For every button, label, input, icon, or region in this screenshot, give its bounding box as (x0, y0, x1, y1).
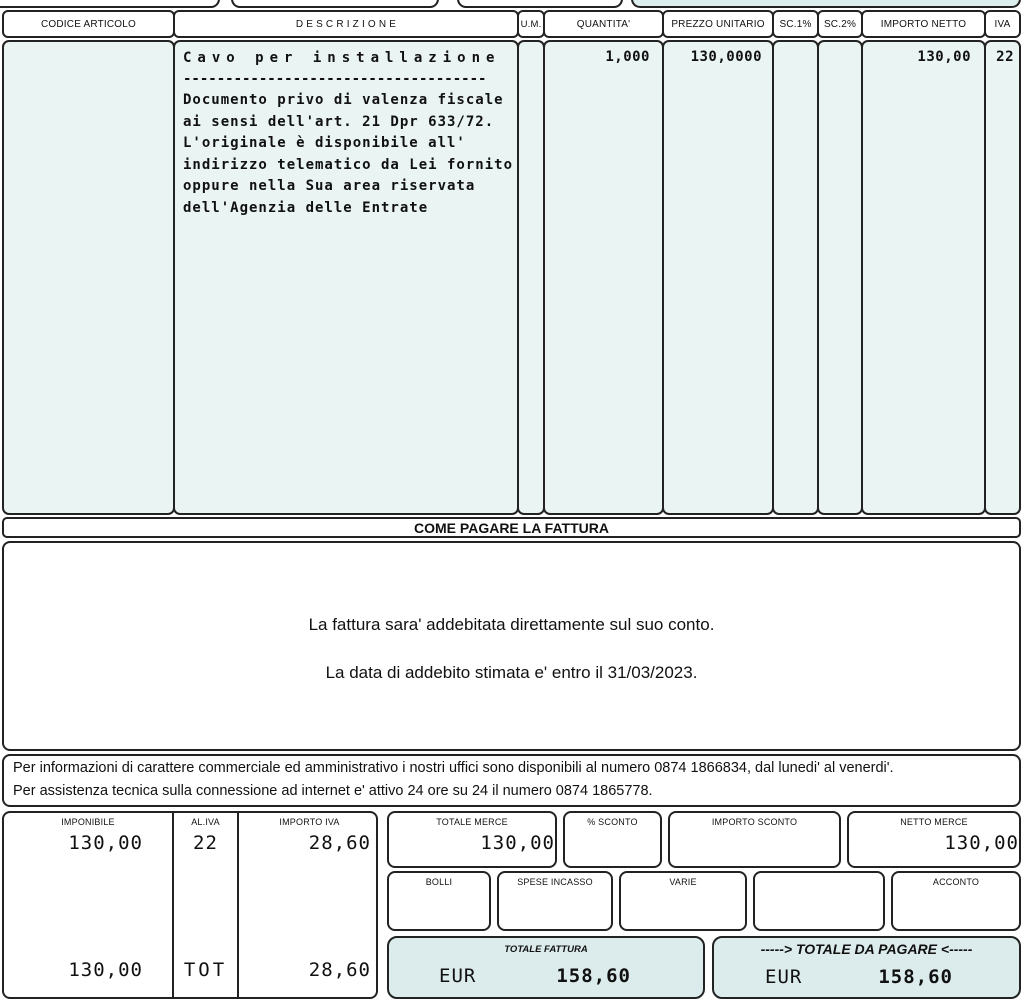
totale-da-pagare-value: 158,60 (878, 966, 953, 988)
totale-merce-label: TOTALE MERCE (436, 817, 508, 827)
acconto-label: ACCONTO (932, 877, 980, 887)
aliva-value: 22 (193, 832, 218, 854)
varie-box (619, 871, 747, 931)
spese-incasso-label: SPESE INCASSO (517, 877, 593, 887)
header-codice-articolo (2, 10, 175, 38)
description-note-line: Documento privo di valenza fiscale (183, 92, 504, 108)
netto-merce-box (847, 811, 1021, 868)
totale-fattura-box (387, 936, 705, 999)
payment-line-2: La data di addebito stimata e' entro il 31/03/2023. (325, 663, 698, 682)
header-quantita (543, 10, 664, 38)
payment-section-title: COME PAGARE LA FATTURA (414, 519, 609, 536)
body-sc1 (772, 40, 819, 515)
header-iva-label: IVA (994, 18, 1011, 30)
contact-info-box (2, 754, 1021, 807)
aliva-label: AL.IVA (191, 817, 220, 827)
description-divider: ------------------------------------ (183, 71, 487, 87)
header-sc2 (817, 10, 863, 38)
blank-box (753, 871, 885, 931)
quantita-value: 1,000 (605, 49, 650, 65)
imponibile-value: 130,00 (68, 832, 143, 854)
header-sc1 (772, 10, 819, 38)
description-note-line: indirizzo telematico da Lei fornito (183, 156, 514, 173)
header-descrizione-label: D E S C R I Z I O N E (295, 18, 397, 30)
description-note-line: dell'Agenzia delle Entrate (183, 199, 429, 216)
imponibile-total: 130,00 (68, 959, 143, 981)
body-iva (984, 40, 1021, 515)
payment-line-1: La fattura sara' addebitata direttamente sul suo conto. (308, 615, 715, 634)
totale-merce-box (387, 811, 557, 868)
importo-netto-value: 130,00 (917, 49, 971, 65)
top-cut-box-3 (457, 0, 623, 8)
netto-merce-value: 130,00 (944, 832, 1019, 854)
importo-iva-label: IMPORTO IVA (279, 817, 340, 827)
header-quantita-label: QUANTITA' (576, 18, 631, 30)
percento-sconto-label: % SCONTO (587, 817, 638, 827)
payment-section-title-bar (2, 517, 1021, 538)
top-cut-box-2 (231, 0, 439, 8)
header-iva (984, 10, 1021, 38)
header-um-label: U.M. (520, 18, 542, 30)
totale-da-pagare-currency: EUR (765, 966, 803, 988)
body-um (517, 40, 545, 515)
importo-iva-total: 28,60 (308, 959, 371, 981)
imponibile-label: IMPONIBILE (61, 817, 115, 827)
header-sc2-label: SC.2% (823, 18, 857, 30)
importo-iva-value: 28,60 (308, 832, 371, 854)
tot-label: TOT (183, 959, 228, 981)
header-sc1-label: SC.1% (779, 18, 812, 30)
description-note-line: L'originale è disponibile all' (183, 135, 466, 151)
totale-fattura-currency: EUR (439, 965, 477, 987)
header-importo-netto (861, 10, 986, 38)
totale-fattura-label: TOTALE FATTURA (504, 944, 588, 955)
header-importo-label: IMPORTO NETTO (880, 18, 967, 30)
header-um (517, 10, 545, 38)
header-descrizione (173, 10, 519, 38)
bolli-label: BOLLI (425, 877, 453, 887)
top-cut-box-4 (631, 0, 1021, 8)
percento-sconto-box (563, 811, 662, 868)
netto-merce-label: NETTO MERCE (900, 817, 968, 827)
description-note-line: ai sensi dell'art. 21 Dpr 633/72. (183, 113, 495, 130)
header-prezzo-unitario (662, 10, 774, 38)
importo-sconto-label: IMPORTO SCONTO (711, 817, 798, 827)
acconto-box (891, 871, 1021, 931)
totale-da-pagare-box (712, 936, 1021, 999)
body-importo-netto (861, 40, 986, 515)
importo-sconto-box (668, 811, 841, 868)
body-codice-articolo (2, 40, 175, 515)
body-sc2 (817, 40, 863, 515)
description-title: Cavo per installazione (183, 50, 501, 66)
contact-info-line-1: Per informazioni di carattere commerciale ed amministrativo i nostri uffici sono disponibili al numero 0874 1866834, dal lunedi' al venerdi'. (13, 760, 894, 776)
payment-details-box (2, 541, 1021, 751)
totale-merce-value: 130,00 (480, 832, 555, 854)
totale-fattura-value: 158,60 (556, 965, 631, 987)
prezzo-unitario-value: 130,0000 (690, 49, 762, 65)
body-prezzo-unitario (662, 40, 774, 515)
varie-label: VARIE (669, 877, 697, 887)
contact-info-line-2: Per assistenza tecnica sulla connessione ad internet e' attivo 24 ore su 24 il numero 0874 1865778. (13, 783, 653, 799)
top-cut-box-1 (0, 0, 220, 8)
body-quantita (543, 40, 664, 515)
bolli-box (387, 871, 491, 931)
description-note-line: oppure nella Sua area riservata (183, 178, 476, 194)
totale-da-pagare-label: -----> TOTALE DA PAGARE <----- (760, 941, 973, 957)
header-prezzo-label: PREZZO UNITARIO (671, 18, 765, 30)
tax-summary-box (2, 811, 378, 999)
iva-value: 22 (996, 49, 1014, 65)
body-descrizione (173, 40, 519, 515)
header-codice-label: CODICE ARTICOLO (40, 18, 137, 30)
spese-incasso-box (497, 871, 613, 931)
